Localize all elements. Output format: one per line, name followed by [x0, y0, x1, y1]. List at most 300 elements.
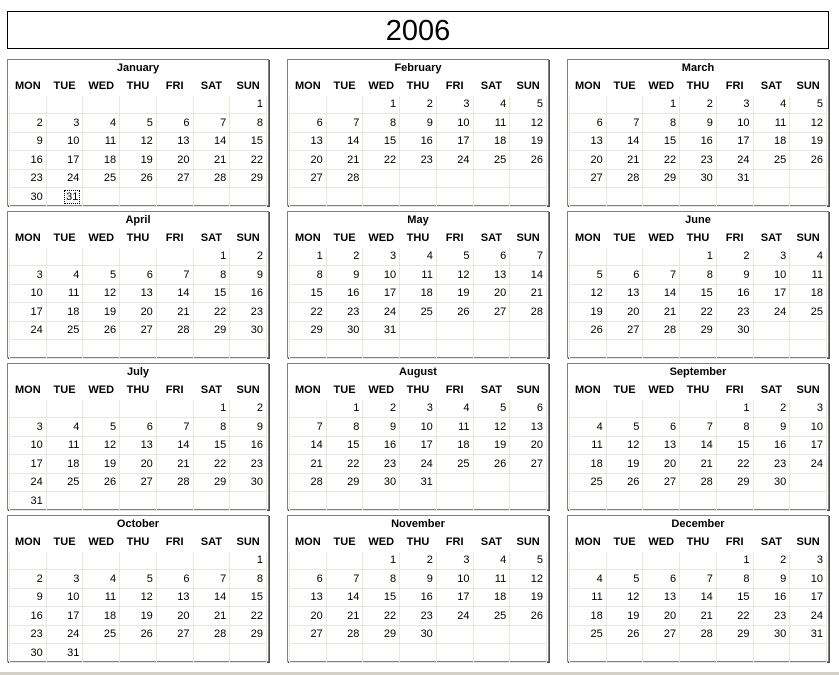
day-cell[interactable] [510, 321, 547, 340]
day-cell[interactable] [46, 399, 83, 418]
day-cell[interactable] [510, 473, 547, 492]
day-cell[interactable] [570, 644, 607, 663]
day-cell[interactable] [10, 247, 47, 266]
day-cell[interactable] [193, 607, 230, 626]
day-cell[interactable] [230, 625, 267, 644]
day-cell[interactable] [400, 321, 437, 340]
day-cell[interactable] [570, 95, 607, 114]
day-cell[interactable] [400, 303, 437, 322]
day-cell[interactable] [400, 95, 437, 114]
day-cell[interactable] [10, 284, 47, 303]
day-cell[interactable] [753, 188, 790, 207]
day-cell[interactable] [606, 588, 643, 607]
day-cell[interactable] [326, 570, 363, 589]
day-cell[interactable] [193, 551, 230, 570]
day-cell[interactable] [193, 588, 230, 607]
day-cell[interactable] [156, 644, 193, 663]
day-cell[interactable] [120, 169, 157, 188]
day-cell[interactable] [400, 399, 437, 418]
day-cell[interactable] [290, 132, 327, 151]
day-cell[interactable] [120, 114, 157, 133]
day-cell[interactable] [473, 644, 510, 663]
day-cell[interactable] [400, 266, 437, 285]
day-cell[interactable] [46, 588, 83, 607]
day-cell[interactable] [363, 95, 400, 114]
day-cell[interactable] [436, 114, 473, 133]
day-cell[interactable] [473, 303, 510, 322]
day-cell[interactable] [326, 95, 363, 114]
day-cell[interactable] [790, 644, 827, 663]
day-cell[interactable] [790, 455, 827, 474]
day-cell[interactable] [473, 625, 510, 644]
day-cell[interactable] [230, 132, 267, 151]
day-cell[interactable] [716, 188, 753, 207]
day-cell[interactable] [753, 436, 790, 455]
day-cell[interactable] [363, 399, 400, 418]
day-cell[interactable] [230, 303, 267, 322]
day-cell[interactable] [46, 455, 83, 474]
day-cell[interactable] [716, 169, 753, 188]
day-cell[interactable] [83, 132, 120, 151]
day-cell[interactable] [193, 132, 230, 151]
day-cell[interactable] [230, 455, 267, 474]
day-cell[interactable] [606, 151, 643, 170]
day-cell[interactable] [716, 114, 753, 133]
day-cell[interactable] [83, 644, 120, 663]
day-cell[interactable] [363, 340, 400, 359]
day-cell[interactable] [10, 570, 47, 589]
day-cell[interactable] [46, 473, 83, 492]
day-cell[interactable] [326, 436, 363, 455]
day-cell[interactable] [473, 247, 510, 266]
day-cell[interactable] [753, 303, 790, 322]
day-cell[interactable] [193, 151, 230, 170]
day-cell[interactable] [46, 625, 83, 644]
day-cell[interactable] [790, 321, 827, 340]
day-cell[interactable] [363, 625, 400, 644]
day-cell[interactable] [120, 418, 157, 437]
day-cell[interactable] [606, 95, 643, 114]
day-cell[interactable] [436, 399, 473, 418]
day-cell[interactable] [436, 169, 473, 188]
day-cell[interactable] [643, 303, 680, 322]
day-cell[interactable] [156, 247, 193, 266]
day-cell[interactable] [753, 340, 790, 359]
day-cell[interactable] [716, 570, 753, 589]
day-cell[interactable] [790, 492, 827, 511]
day-cell[interactable] [46, 644, 83, 663]
day-cell[interactable] [753, 551, 790, 570]
day-cell[interactable] [716, 303, 753, 322]
day-cell[interactable] [326, 607, 363, 626]
day-cell[interactable] [156, 492, 193, 511]
day-cell[interactable] [156, 436, 193, 455]
day-cell[interactable] [156, 169, 193, 188]
day-cell[interactable] [193, 436, 230, 455]
day-cell[interactable] [230, 588, 267, 607]
day-cell[interactable] [716, 492, 753, 511]
day-cell[interactable] [326, 588, 363, 607]
day-cell[interactable] [193, 473, 230, 492]
day-cell[interactable] [46, 151, 83, 170]
day-cell[interactable] [46, 418, 83, 437]
day-cell[interactable] [643, 551, 680, 570]
day-cell[interactable] [363, 551, 400, 570]
day-cell[interactable] [400, 455, 437, 474]
day-cell[interactable] [83, 188, 120, 207]
day-cell[interactable] [473, 169, 510, 188]
day-cell[interactable] [716, 588, 753, 607]
day-cell[interactable] [643, 321, 680, 340]
day-cell[interactable] [570, 551, 607, 570]
day-cell[interactable] [193, 303, 230, 322]
day-cell[interactable] [326, 303, 363, 322]
day-cell[interactable] [120, 284, 157, 303]
day-cell[interactable] [193, 169, 230, 188]
day-cell[interactable] [436, 284, 473, 303]
day-cell[interactable] [643, 436, 680, 455]
day-cell[interactable] [326, 266, 363, 285]
day-cell[interactable] [436, 492, 473, 511]
day-cell[interactable] [46, 551, 83, 570]
day-cell[interactable] [400, 607, 437, 626]
day-cell[interactable] [436, 588, 473, 607]
day-cell[interactable] [606, 607, 643, 626]
day-cell[interactable] [510, 95, 547, 114]
day-cell[interactable] [680, 436, 717, 455]
day-cell[interactable] [606, 418, 643, 437]
day-cell[interactable] [363, 114, 400, 133]
day-cell[interactable] [156, 473, 193, 492]
day-cell[interactable] [290, 418, 327, 437]
day-cell[interactable] [643, 169, 680, 188]
day-cell[interactable] [156, 340, 193, 359]
day-cell[interactable] [230, 95, 267, 114]
day-cell[interactable] [473, 266, 510, 285]
day-cell[interactable] [400, 588, 437, 607]
day-cell[interactable] [290, 588, 327, 607]
day-cell[interactable] [83, 588, 120, 607]
day-cell[interactable] [436, 473, 473, 492]
day-cell[interactable] [83, 625, 120, 644]
day-cell[interactable] [363, 455, 400, 474]
day-cell[interactable] [643, 247, 680, 266]
day-cell[interactable] [473, 473, 510, 492]
day-cell[interactable] [790, 607, 827, 626]
day-cell[interactable] [510, 588, 547, 607]
day-cell[interactable] [606, 266, 643, 285]
day-cell[interactable] [510, 455, 547, 474]
day-cell[interactable] [680, 418, 717, 437]
day-cell[interactable] [290, 399, 327, 418]
day-cell[interactable] [290, 247, 327, 266]
day-cell[interactable] [753, 321, 790, 340]
day-cell[interactable] [230, 340, 267, 359]
day-cell[interactable] [10, 455, 47, 474]
day-cell[interactable] [473, 436, 510, 455]
day-cell[interactable] [230, 321, 267, 340]
day-cell[interactable] [643, 340, 680, 359]
day-cell[interactable] [570, 455, 607, 474]
day-cell[interactable] [230, 114, 267, 133]
day-cell[interactable] [643, 588, 680, 607]
day-cell[interactable] [230, 570, 267, 589]
day-cell[interactable] [716, 399, 753, 418]
day-cell[interactable] [753, 455, 790, 474]
day-cell[interactable] [436, 321, 473, 340]
day-cell[interactable] [436, 570, 473, 589]
day-cell[interactable] [473, 284, 510, 303]
day-cell[interactable] [10, 151, 47, 170]
day-cell[interactable] [510, 266, 547, 285]
day-cell[interactable] [10, 303, 47, 322]
day-cell[interactable] [790, 436, 827, 455]
day-cell[interactable] [680, 188, 717, 207]
day-cell[interactable] [790, 266, 827, 285]
day-cell[interactable] [10, 607, 47, 626]
day-cell[interactable] [120, 455, 157, 474]
day-cell[interactable] [753, 247, 790, 266]
day-cell[interactable] [193, 321, 230, 340]
day-cell[interactable] [606, 114, 643, 133]
day-cell[interactable] [473, 321, 510, 340]
day-cell[interactable] [790, 188, 827, 207]
day-cell[interactable] [400, 473, 437, 492]
day-cell[interactable] [10, 588, 47, 607]
day-cell[interactable] [326, 151, 363, 170]
day-cell[interactable] [230, 284, 267, 303]
day-cell[interactable] [510, 188, 547, 207]
day-cell[interactable] [290, 551, 327, 570]
day-cell[interactable] [156, 303, 193, 322]
day-cell[interactable] [790, 95, 827, 114]
day-cell[interactable] [363, 169, 400, 188]
day-cell[interactable] [643, 266, 680, 285]
day-cell[interactable] [716, 436, 753, 455]
day-cell[interactable] [363, 492, 400, 511]
day-cell[interactable] [790, 625, 827, 644]
day-cell[interactable] [473, 95, 510, 114]
day-cell[interactable] [400, 340, 437, 359]
day-cell[interactable] [83, 95, 120, 114]
day-cell[interactable] [120, 303, 157, 322]
day-cell[interactable] [606, 321, 643, 340]
day-cell[interactable] [606, 303, 643, 322]
day-cell[interactable] [790, 588, 827, 607]
day-cell[interactable] [510, 284, 547, 303]
day-cell[interactable] [363, 588, 400, 607]
day-cell[interactable] [290, 151, 327, 170]
day-cell[interactable] [290, 303, 327, 322]
day-cell[interactable] [716, 321, 753, 340]
day-cell[interactable] [643, 607, 680, 626]
day-cell[interactable] [473, 188, 510, 207]
day-cell[interactable] [193, 247, 230, 266]
day-cell[interactable] [716, 247, 753, 266]
day-cell[interactable] [680, 303, 717, 322]
day-cell[interactable] [46, 492, 83, 511]
day-cell[interactable] [570, 418, 607, 437]
day-cell[interactable] [363, 188, 400, 207]
day-cell[interactable] [753, 644, 790, 663]
day-cell[interactable] [436, 607, 473, 626]
day-cell[interactable] [10, 114, 47, 133]
day-cell[interactable] [436, 188, 473, 207]
day-cell[interactable] [156, 418, 193, 437]
day-cell[interactable] [46, 169, 83, 188]
day-cell[interactable] [753, 151, 790, 170]
day-cell[interactable] [510, 132, 547, 151]
day-cell[interactable] [326, 492, 363, 511]
day-cell[interactable] [680, 151, 717, 170]
day-cell[interactable] [680, 455, 717, 474]
day-cell[interactable] [46, 266, 83, 285]
day-cell[interactable] [46, 340, 83, 359]
day-cell[interactable] [400, 418, 437, 437]
day-cell[interactable] [570, 399, 607, 418]
day-cell[interactable] [83, 473, 120, 492]
day-cell[interactable] [83, 151, 120, 170]
day-cell[interactable] [290, 169, 327, 188]
day-cell[interactable] [510, 169, 547, 188]
day-cell[interactable] [10, 266, 47, 285]
day-cell[interactable] [790, 340, 827, 359]
day-cell[interactable] [120, 625, 157, 644]
day-cell[interactable] [473, 151, 510, 170]
day-cell[interactable] [436, 266, 473, 285]
day-cell[interactable] [83, 436, 120, 455]
day-cell[interactable] [10, 169, 47, 188]
day-cell[interactable] [83, 492, 120, 511]
day-cell[interactable] [230, 551, 267, 570]
day-cell[interactable] [680, 607, 717, 626]
day-cell[interactable] [400, 247, 437, 266]
day-cell[interactable] [606, 644, 643, 663]
day-cell[interactable] [716, 418, 753, 437]
day-cell[interactable] [473, 340, 510, 359]
day-cell[interactable] [363, 284, 400, 303]
day-cell[interactable] [193, 340, 230, 359]
day-cell[interactable] [120, 151, 157, 170]
day-cell[interactable] [643, 188, 680, 207]
day-cell[interactable] [326, 321, 363, 340]
day-cell[interactable] [436, 436, 473, 455]
day-cell[interactable] [716, 266, 753, 285]
day-cell[interactable] [570, 114, 607, 133]
day-cell[interactable] [400, 492, 437, 511]
day-cell[interactable] [510, 151, 547, 170]
day-cell[interactable] [436, 340, 473, 359]
day-cell[interactable] [120, 588, 157, 607]
day-cell[interactable] [326, 455, 363, 474]
day-cell[interactable] [120, 321, 157, 340]
day-cell[interactable] [230, 266, 267, 285]
day-cell[interactable] [606, 132, 643, 151]
day-cell[interactable] [680, 114, 717, 133]
day-cell[interactable] [230, 418, 267, 437]
day-cell[interactable] [716, 644, 753, 663]
day-cell[interactable] [643, 625, 680, 644]
day-cell[interactable] [46, 607, 83, 626]
day-cell[interactable] [363, 247, 400, 266]
day-cell[interactable] [680, 625, 717, 644]
day-cell[interactable] [643, 132, 680, 151]
day-cell[interactable] [326, 625, 363, 644]
day-cell[interactable] [570, 321, 607, 340]
day-cell[interactable] [10, 551, 47, 570]
day-cell[interactable] [193, 188, 230, 207]
day-cell[interactable] [193, 284, 230, 303]
day-cell[interactable] [10, 188, 47, 207]
day-cell[interactable] [790, 114, 827, 133]
day-cell[interactable] [290, 570, 327, 589]
day-cell[interactable] [83, 303, 120, 322]
day-cell[interactable] [400, 169, 437, 188]
day-cell[interactable] [790, 418, 827, 437]
day-cell[interactable] [10, 492, 47, 511]
day-cell[interactable] [120, 570, 157, 589]
day-cell[interactable] [290, 455, 327, 474]
day-cell[interactable] [400, 644, 437, 663]
day-cell[interactable] [230, 151, 267, 170]
day-cell[interactable] [606, 340, 643, 359]
day-cell[interactable] [643, 570, 680, 589]
day-cell[interactable] [156, 132, 193, 151]
day-cell[interactable] [120, 340, 157, 359]
day-cell[interactable] [753, 607, 790, 626]
day-cell[interactable] [716, 625, 753, 644]
day-cell[interactable] [290, 607, 327, 626]
day-cell[interactable] [716, 95, 753, 114]
day-cell[interactable] [10, 473, 47, 492]
day-cell[interactable] [790, 247, 827, 266]
day-cell[interactable] [570, 303, 607, 322]
day-cell[interactable] [643, 284, 680, 303]
day-cell[interactable] [156, 151, 193, 170]
day-cell[interactable] [473, 588, 510, 607]
day-cell[interactable] [120, 492, 157, 511]
day-cell[interactable] [606, 455, 643, 474]
day-cell[interactable] [363, 473, 400, 492]
day-cell[interactable] [83, 321, 120, 340]
day-cell[interactable] [193, 455, 230, 474]
day-cell[interactable] [606, 169, 643, 188]
day-cell[interactable] [510, 644, 547, 663]
day-cell[interactable] [290, 188, 327, 207]
day-cell[interactable] [680, 169, 717, 188]
day-cell[interactable] [606, 399, 643, 418]
day-cell[interactable] [680, 95, 717, 114]
day-cell[interactable] [606, 436, 643, 455]
day-cell[interactable] [570, 436, 607, 455]
day-cell[interactable] [680, 570, 717, 589]
day-cell[interactable] [790, 570, 827, 589]
day-cell[interactable] [46, 284, 83, 303]
day-cell[interactable] [510, 247, 547, 266]
day-cell[interactable] [570, 473, 607, 492]
day-cell[interactable] [290, 114, 327, 133]
day-cell[interactable] [436, 625, 473, 644]
day-cell[interactable] [363, 418, 400, 437]
day-cell[interactable] [436, 551, 473, 570]
day-cell[interactable] [606, 188, 643, 207]
day-cell[interactable] [83, 399, 120, 418]
day-cell[interactable] [326, 284, 363, 303]
day-cell[interactable] [10, 625, 47, 644]
day-cell[interactable] [570, 188, 607, 207]
day-cell[interactable] [510, 436, 547, 455]
day-cell[interactable] [570, 132, 607, 151]
